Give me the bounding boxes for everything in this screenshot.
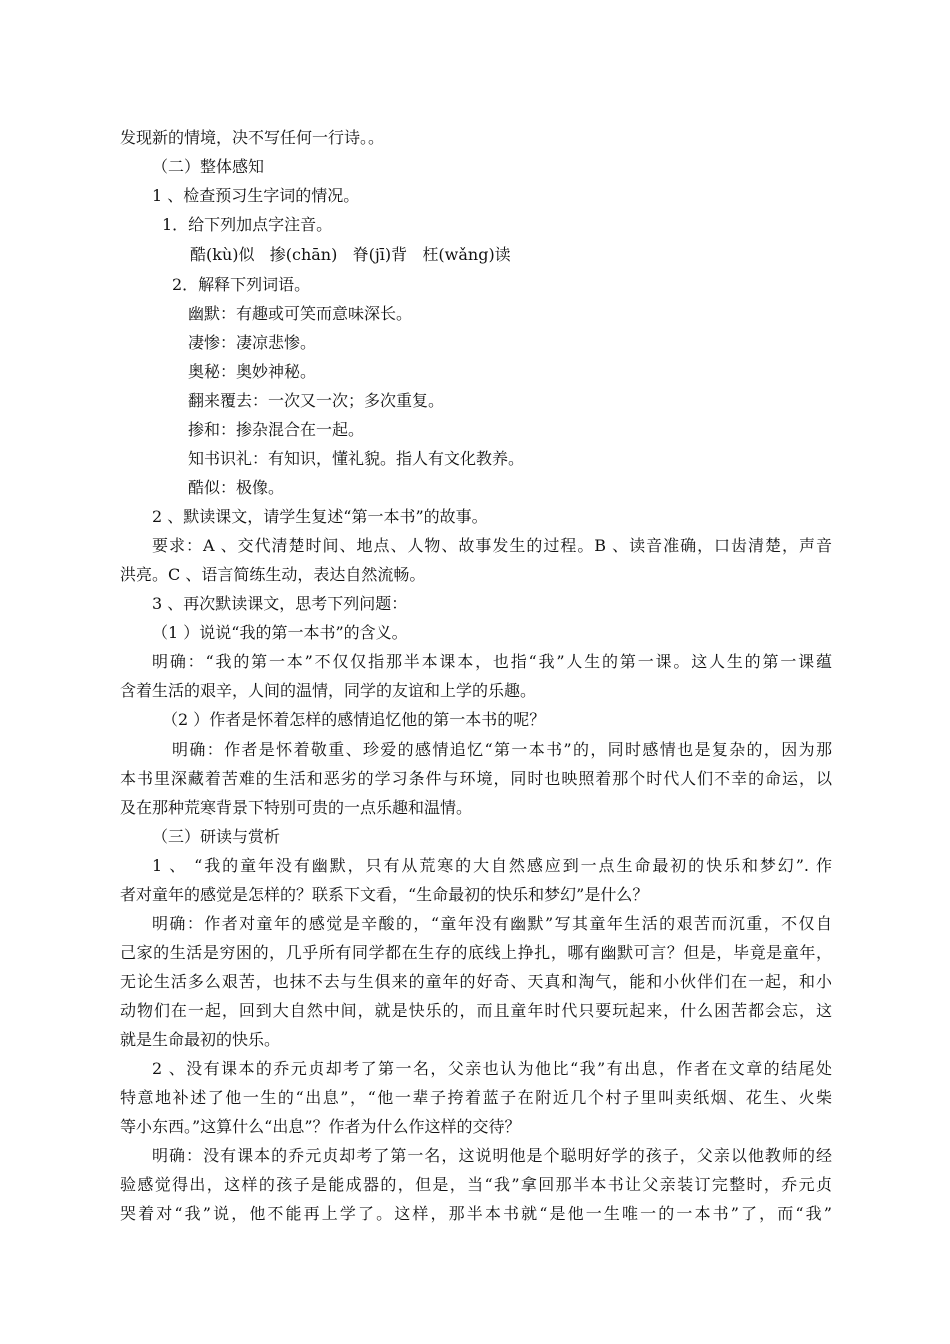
text-line: 等小东西。”这算什么“出息”？作者为什么作这样的交待？ [120,1117,521,1136]
text-line: 明确：作者是怀着敬重、珍爱的感情追忆“第一本书”的，同时感情也是复杂的，因为那 [172,740,832,759]
text-line: 酷(kù)似 掺(chān) 脊(jī)背 枉(wǎng)读 [190,245,511,264]
text-line: 己家的生活是穷困的，几乎所有同学都在生存的底线上挣扎，哪有幽默可言？但是，毕竟是童年， [120,943,832,962]
text-line: （2 ）作者是怀着怎样的感情追忆他的第一本书的呢？ [162,710,546,729]
text-line: 掺和：掺杂混合在一起。 [188,420,365,439]
text-line: 及在那种荒寒背景下特别可贵的一点乐趣和温情。 [120,798,473,817]
text-line: 就是生命最初的快乐。 [120,1030,281,1049]
text-line: 2 、默读课文，请学生复述“第一本书”的故事。 [152,507,488,526]
text-line: 1 、 “我的童年没有幽默，只有从荒寒的大自然感应到一点生命最初的快乐和梦幻”. 作 [152,856,832,875]
text-line: 洪亮。C 、语言简练生动，表达自然流畅。 [120,565,426,584]
text-line: 无论生活多么艰苦，也抹不去与生俱来的童年的好奇、天真和淘气，能和小伙伴们在一起，和小 [120,972,832,991]
text-line: （1 ）说说“我的第一本书”的含义。 [152,623,408,642]
text-line: 凄惨：凄凉悲惨。 [188,333,317,352]
text-line: 3 、再次默读课文，思考下列问题： [152,594,408,613]
text-line: 者对童年的感觉是怎样的？联系下文看，“生命最初的快乐和梦幻”是什么？ [120,885,649,904]
section-heading: （三）研读与赏析 [152,827,281,846]
text-line: 酷似：极像。 [188,478,285,497]
text-line: 翻来覆去：一次又一次；多次重复。 [188,391,445,410]
text-line: 幽默：有趣或可笑而意味深长。 [188,304,413,323]
text-line: 本书里深藏着苦难的生活和恶劣的学习条件与环境，同时也映照着那个时代人们不幸的命运，以 [120,769,832,788]
text-line: 明确：作者对童年的感觉是辛酸的，“童年没有幽默”写其童年生活的艰苦而沉重，不仅自 [152,914,832,933]
text-line: 明确：没有课本的乔元贞却考了第一名，这说明他是个聪明好学的孩子，父亲以他教师的经 [152,1146,832,1165]
section-heading: （二）整体感知 [152,157,265,176]
text-line: 要求：A 、交代清楚时间、地点、人物、故事发生的过程。B 、读音准确，口齿清楚，声音 [152,536,832,555]
text-line: 发现新的情境，决不写任何一行诗。。 [120,128,385,147]
text-line: 动物们在一起，回到大自然中间，就是快乐的，而且童年时代只要玩起来，什么困苦都会忘，这 [120,1001,832,1020]
text-line: 明确：“我的第一本”不仅仅指那半本课本，也指“我”人生的第一课。这人生的第一课蕴 [152,652,832,671]
text-line: 含着生活的艰辛，人间的温情，同学的友谊和上学的乐趣。 [120,681,537,700]
text-line: 奥秘：奥妙神秘。 [188,362,317,381]
text-line: 2 、没有课本的乔元贞却考了第一名，父亲也认为他比“我”有出息，作者在文章的结尾处 [152,1059,832,1078]
text-line: 哭着对“我”说，他不能再上学了。这样，那半本书就“是他一生唯一的一本书”了，而“我” [120,1204,832,1223]
text-line: 知书识礼：有知识，懂礼貌。指人有文化教养。 [188,449,525,468]
text-line: 1 、检查预习生字词的情况。 [152,186,360,205]
text-line: 2．解释下列词语。 [172,275,311,294]
text-line: 特意地补述了他一生的“出息”，“他一辈子挎着蓝子在附近几个村子里叫卖纸烟、花生、火柴 [120,1088,832,1107]
text-line: 验感觉得出，这样的孩子是能成器的，但是，当“我”拿回那半本书让父亲装订完整时，乔元贞 [120,1175,832,1194]
text-line: 1．给下列加点字注音。 [162,215,333,234]
